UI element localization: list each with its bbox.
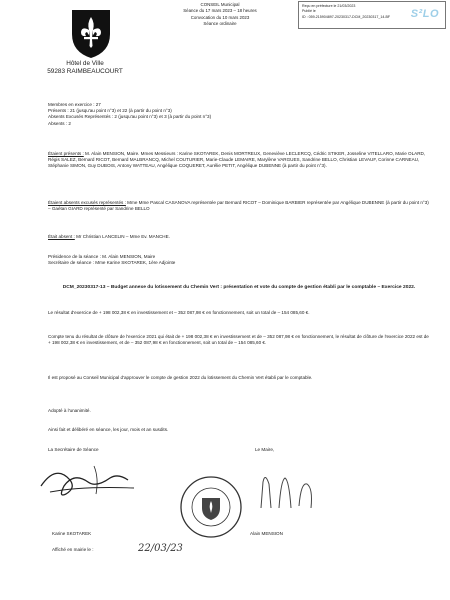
header-line-convocation: Convocation du 10 mars 2023	[190, 14, 250, 20]
header-line-session: Séance du 17 mars 2023 – 18 heures	[183, 8, 257, 14]
presidency-block	[48, 254, 430, 266]
mayor-title: Le Maire,	[255, 447, 275, 452]
excused-list: Mme Mme Pascal CASANOVA représentée par Bernard RICOT – Dominique BARBIER représentée par Angélique DUBENNE (à partir du point n°3) – Gaétan GIARD représenté par Sandrine BELLO	[48, 200, 429, 212]
count-absent: Absents : 2	[48, 120, 71, 126]
secretary-name: Karine SKOTAREK	[52, 531, 92, 536]
deliberation-para-result: Le résultat d'exercice de + 198 002,38 € en investissement et – 352 087,98 € en fonctionnement, soit un total de – 154 085,60 €.	[48, 310, 310, 315]
stamp-published: Publié le	[302, 9, 316, 14]
excused-label: Étaient absents excusés représentés :	[48, 200, 126, 205]
present-list: M. Alain MENSION, Maire. Mmes Messieurs : Karine SKOTAREK, Denis MORTREUX, Geneviève LECLERCQ, Cédric STIKER, Josseline VITELLARO, Marie OLARD, Régis SALEZ, Bernard RICOT, Bernard MALBRANCQ, Michel COUTURIER, Marie-Claude LEMAIRE, Marylène VARGUES, Sandrine BELLO, Christian LEVAUF, Corinne CARNEAU, Stéphanie SIMON, Guy DUBOIS, Antony WATTEAU, Angélique COQUERET, Aurélie PETIT, Angélique DUBENNE (à partir du point n°3).	[48, 151, 426, 169]
secretary-line: Secrétaire de séance : Mme Karine SKOTAREK, 1ère Adjointe	[48, 260, 176, 266]
prefecture-stamp	[298, 1, 446, 29]
adoption-result: Adopté à l'unanimité.	[48, 408, 91, 413]
mayor-signature-icon	[255, 472, 325, 512]
count-members: Membres en exercice : 27	[48, 102, 101, 107]
session-header	[150, 2, 290, 28]
mayor-name: Alain MENSION	[250, 531, 283, 536]
stamp-received: Reçu en préfecture le 21/03/2023	[302, 4, 356, 8]
count-excused: Absents Excusés Représentés : 2 (jusqu'au point n°3) et 3 (à partir du point n°3)	[48, 114, 212, 120]
present-label: Étaient présents :	[48, 151, 84, 156]
slo-logo: S²LO	[410, 8, 439, 20]
closing-formula: Ainsi fait et délibéré en séance, les jour, mois et an susdits.	[48, 427, 169, 432]
header-line-council: CONSEIL Municipal	[200, 2, 240, 7]
city-address	[20, 60, 150, 77]
displayed-date: 22/03/23	[138, 543, 183, 554]
header-line-type: Séance ordinaire	[203, 21, 237, 27]
absent-label: Était absent :	[48, 234, 75, 239]
city-crest-icon	[70, 8, 112, 60]
city-hall-label: Hôtel de Ville	[66, 60, 104, 67]
mairie-seal-icon	[178, 474, 244, 540]
deliberation-para-closing-result: Compte tenu du résultat de clôture de l'exercice 2021 qui était de + 198 002,38 € en investissement et de – 352 087,98 € en fonctionnement, le résultat de clôture de l'exercice 2022 est de + 198 002,38 € en investissement, et de – 352 087,98 € en fonctionnement, soit un total de – 154 085,60 €.	[48, 334, 429, 346]
deliberation-para-proposal: Il est proposé au Conseil Municipal d'approuver le compte de gestion 2022 du lotissement du Chemin Vert établi par le comptable.	[48, 375, 313, 380]
absent-members	[48, 234, 430, 240]
secretary-signature-icon	[36, 456, 146, 508]
present-members	[48, 151, 430, 170]
member-counts	[48, 102, 428, 127]
displayed-label: Affiché en mairie le :	[52, 547, 94, 552]
count-present: Présents : 21 (jusqu'au point n°3) et 22 (à partir du point n°3)	[48, 108, 172, 114]
excused-members	[48, 200, 430, 212]
absent-list: Mr Christian LANCELIN – Mme Ev. MANCHE.	[76, 234, 170, 239]
secretary-title: La Secrétaire de Séance	[48, 447, 99, 452]
city-postal: 59283 RAIMBEAUCOURT	[47, 68, 123, 76]
stamp-id: ID : 059-215904897-20230317-DCM_20230317_14-BF	[302, 14, 391, 19]
presidency-line: Présidence de la séance : M. Alain MENSION, Maire	[48, 254, 156, 259]
deliberation-title: DCM_20230317-13 – Budget annexe du lotissement du Chemin Vert : présentation et vote du compte de gestion établi par le comptable – Exercice 2022.	[62, 285, 416, 290]
